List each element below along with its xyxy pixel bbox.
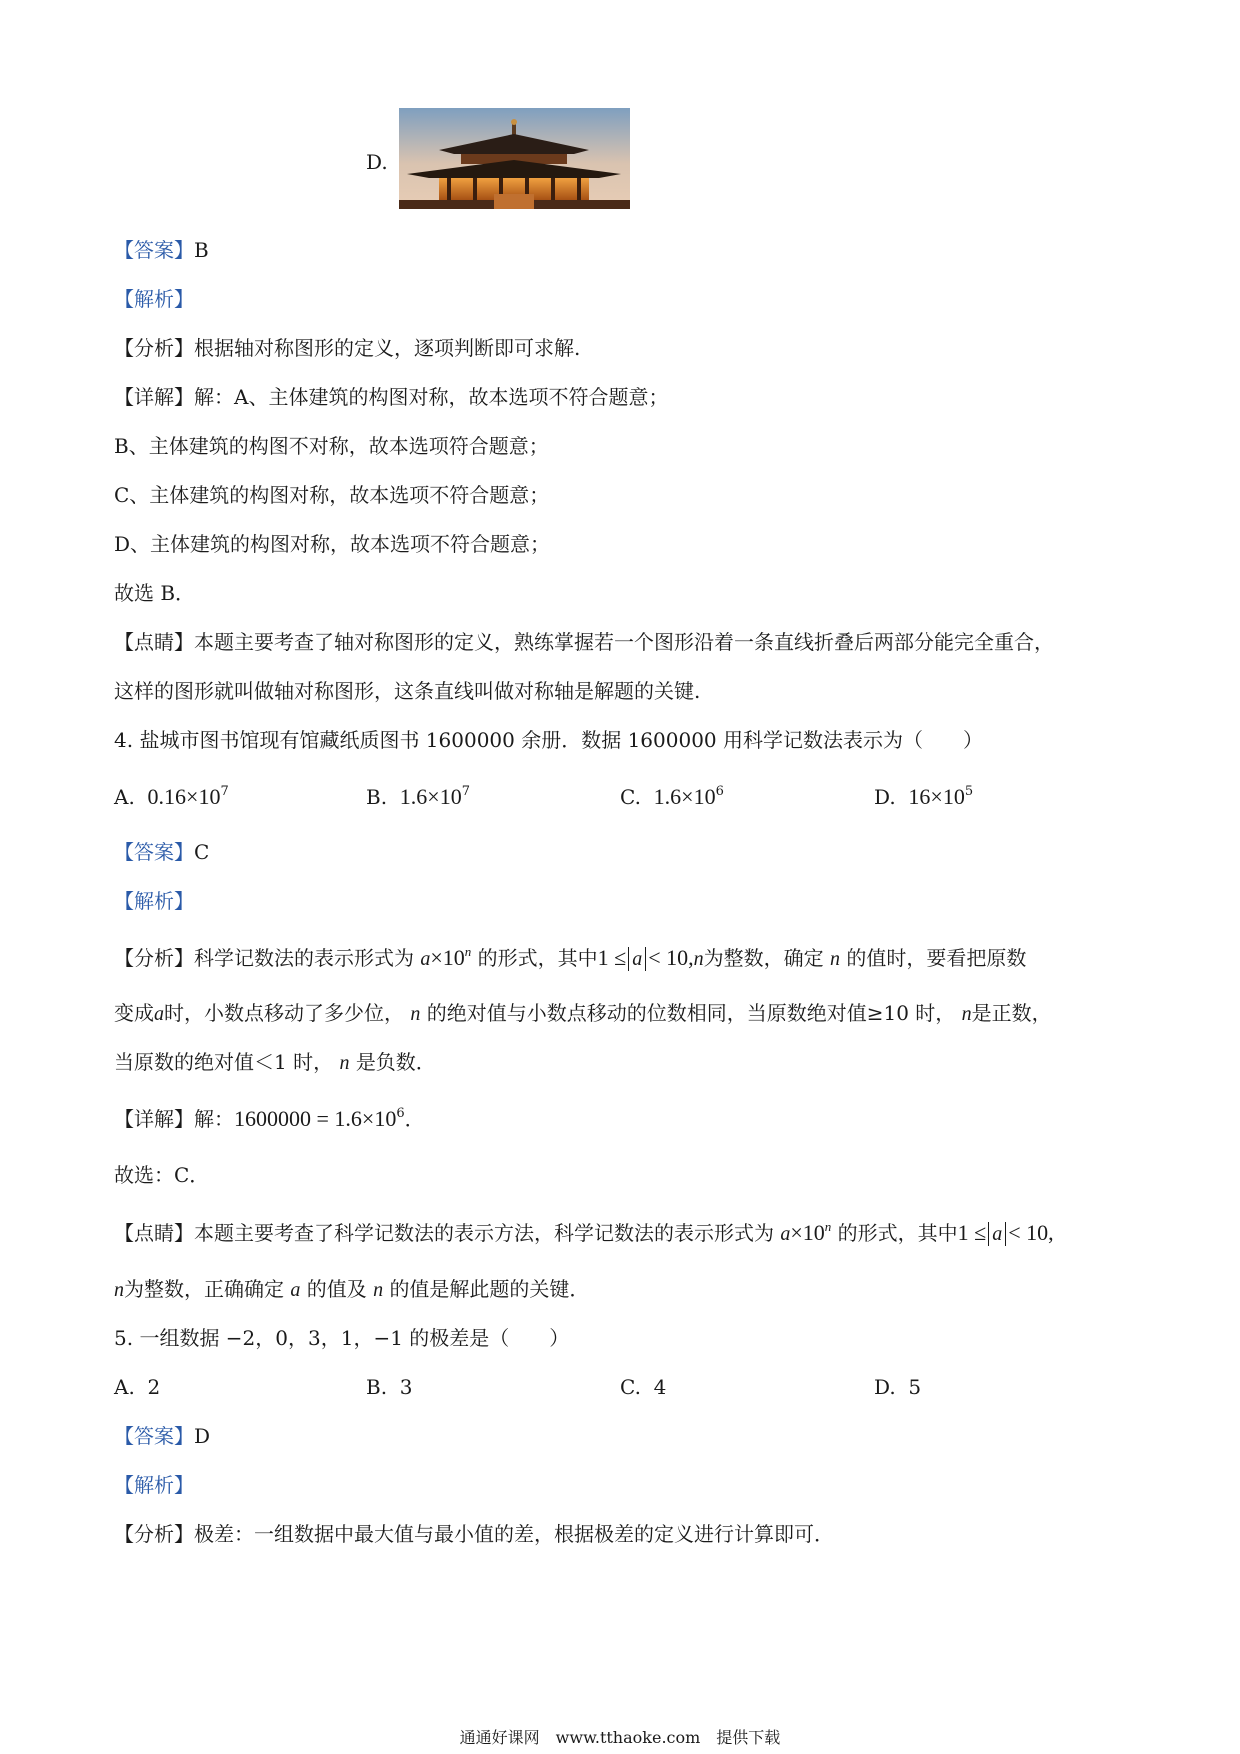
answer-value: C <box>194 840 210 864</box>
var-n: n <box>464 944 472 959</box>
times-ten: ×10 <box>430 945 465 970</box>
fenxi-tag: 【分析】 <box>114 946 194 970</box>
q3-dianjing-1 <box>114 628 1054 656</box>
page-footer: 通通好课网 www.tthaoke.com 提供下载 <box>459 1728 781 1747</box>
option-label: C. <box>620 785 641 809</box>
option-exponent: 7 <box>461 784 470 799</box>
abs-a: a <box>628 947 646 971</box>
q5-option-c <box>620 1373 666 1401</box>
answer-tag: 【答案】 <box>114 1424 194 1448</box>
q4-fenxi-line-1 <box>114 944 1026 973</box>
q5-option-b <box>366 1373 413 1401</box>
q3-choose: 故选 B． <box>114 581 196 605</box>
fenxi-tag: 【分析】 <box>114 1522 194 1546</box>
fenxi-text: 的值时，要看把原数 <box>846 946 1027 970</box>
q4-dianjing-2 <box>114 1275 589 1304</box>
equation-exponent: 6 <box>396 1106 405 1121</box>
answer-tag: 【答案】 <box>114 238 194 262</box>
var-n: n <box>114 1279 124 1301</box>
var-n: n <box>961 1003 972 1025</box>
xiangjie-tag: 【详解】 <box>114 385 194 409</box>
var-a: a <box>154 1003 164 1025</box>
var-n: n <box>824 1219 832 1234</box>
dianjing-text: 的形式，其中 <box>837 1221 958 1245</box>
option-label: B. <box>366 785 388 809</box>
option-label: D. <box>874 1375 896 1399</box>
q3-option-d-label: D. <box>366 150 388 174</box>
xiangjie-text: 解：A、主体建筑的构图对称，故本选项不符合题意； <box>194 385 669 409</box>
answer-value: B <box>194 238 209 262</box>
q4-option-c <box>620 783 724 811</box>
option-label: B. <box>366 1375 388 1399</box>
times-ten: ×10 <box>790 1220 825 1245</box>
fenxi-text: 时，小数点移动了多少位， <box>164 1001 404 1025</box>
dianjing-text: 的值是解此题的关键． <box>389 1277 590 1301</box>
var-a: a <box>780 1223 791 1245</box>
abs-a: a <box>988 1222 1006 1246</box>
var-n: n <box>830 948 840 970</box>
option-value: 5 <box>908 1375 922 1399</box>
xiangjie-end: ． <box>404 1107 425 1131</box>
ineq-left: 1 ≤ <box>957 1220 987 1245</box>
xiangjie-tag: 【详解】 <box>114 1107 194 1131</box>
option-value: 2 <box>147 1375 161 1399</box>
q5-fenxi <box>114 1520 834 1548</box>
fenxi-text: 的绝对值与小数点移动的位数相同，当原数绝对值≥10 时， <box>426 1001 956 1025</box>
q4-question: 4. 盐城市图书馆现有馆藏纸质图书 1600000 余册．数据 1600000 用科学记数法表示为（ ） <box>114 728 984 752</box>
q4-dianjing-1 <box>114 1219 1054 1248</box>
dianjing-text: 本题主要考查了轴对称图形的定义，熟练掌握若一个图形沿着一条直线折叠后两部分能完全重合， <box>194 630 1054 654</box>
fenxi-text: 是负数． <box>355 1050 436 1074</box>
q5-option-d <box>874 1373 921 1401</box>
q4-option-b <box>366 783 470 811</box>
option-value: 3 <box>399 1375 413 1399</box>
fenxi-text: 变成 <box>114 1001 154 1025</box>
dianjing-tag: 【点睛】 <box>114 630 194 654</box>
q4-fenxi-line-2 <box>114 999 1052 1028</box>
var-n: n <box>339 1052 350 1074</box>
analysis-tag: 【解析】 <box>114 287 194 311</box>
option-mantissa: 16×10 <box>908 784 965 809</box>
q5-analysis-heading <box>114 1471 194 1499</box>
option-exponent: 6 <box>715 784 724 799</box>
q3-fenxi <box>114 334 580 362</box>
var-a: a <box>420 948 431 970</box>
option-mantissa: 0.16×10 <box>147 784 221 809</box>
analysis-tag: 【解析】 <box>114 1473 194 1497</box>
fenxi-text: 当原数的绝对值＜1 时， <box>114 1050 334 1074</box>
dianjing-text: 为整数，正确确定 <box>124 1277 284 1301</box>
q4-answer <box>114 838 209 866</box>
q4-fenxi-line-3 <box>114 1048 436 1077</box>
fenxi-text: 极差：一组数据中最大值与最小值的差，根据极差的定义进行计算即可． <box>194 1522 834 1546</box>
ineq-right: < 10, <box>648 945 694 970</box>
q3-xiangjie <box>114 383 668 411</box>
fenxi-text: 根据轴对称图形的定义，逐项判断即可求解. <box>194 336 581 360</box>
q3-line-c: C、主体建筑的构图对称，故本选项不符合题意； <box>114 483 550 507</box>
q5-answer <box>114 1422 210 1450</box>
answer-value: D <box>194 1424 211 1448</box>
equation: 1600000 = 1.6×10 <box>234 1106 397 1131</box>
pagoda-building-image <box>399 108 630 209</box>
option-label: A. <box>114 1375 135 1399</box>
option-mantissa: 1.6×10 <box>399 784 462 809</box>
option-label: A. <box>114 785 135 809</box>
option-value: 4 <box>653 1375 667 1399</box>
q3-analysis-heading <box>114 285 194 313</box>
ineq-left: 1 ≤ <box>597 945 627 970</box>
option-label: C. <box>620 1375 641 1399</box>
option-exponent: 7 <box>220 784 229 799</box>
analysis-tag: 【解析】 <box>114 889 194 913</box>
fenxi-text: 为整数，确定 <box>703 946 824 970</box>
q5-option-a <box>114 1373 160 1401</box>
fenxi-text: 科学记数法的表示形式为 <box>194 946 414 970</box>
q4-choose: 故选：C． <box>114 1163 210 1187</box>
q3-line-d: D、主体建筑的构图对称，故本选项不符合题意； <box>114 532 551 556</box>
q4-option-d <box>874 783 973 811</box>
ineq-right: < 10, <box>1008 1220 1054 1245</box>
var-n: n <box>693 948 704 970</box>
q3-answer <box>114 236 209 264</box>
fenxi-text: 的形式，其中 <box>477 946 598 970</box>
q3-line-b: B、主体建筑的构图不对称，故本选项符合题意； <box>114 434 549 458</box>
fenxi-text: 是正数， <box>971 1001 1052 1025</box>
option-mantissa: 1.6×10 <box>653 784 716 809</box>
var-n: n <box>410 1003 421 1025</box>
fenxi-tag: 【分析】 <box>114 336 194 360</box>
q3-dianjing-2: 这样的图形就叫做轴对称图形，这条直线叫做对称轴是解题的关键. <box>114 679 701 703</box>
q4-option-a <box>114 783 229 811</box>
q5-question: 5. 一组数据 −2，0，3，1，−1 的极差是（ ） <box>114 1326 570 1350</box>
dianjing-text: 的值及 <box>306 1277 367 1301</box>
dianjing-tag: 【点睛】 <box>114 1221 194 1245</box>
q4-analysis-heading <box>114 887 194 915</box>
var-n: n <box>373 1279 384 1301</box>
option-label: D. <box>874 785 896 809</box>
xiangjie-text: 解： <box>194 1107 234 1131</box>
option-exponent: 5 <box>964 784 974 799</box>
var-a: a <box>290 1279 301 1301</box>
q4-xiangjie <box>114 1105 425 1133</box>
dianjing-text: 本题主要考查了科学记数法的表示方法，科学记数法的表示形式为 <box>194 1221 774 1245</box>
answer-tag: 【答案】 <box>114 840 194 864</box>
